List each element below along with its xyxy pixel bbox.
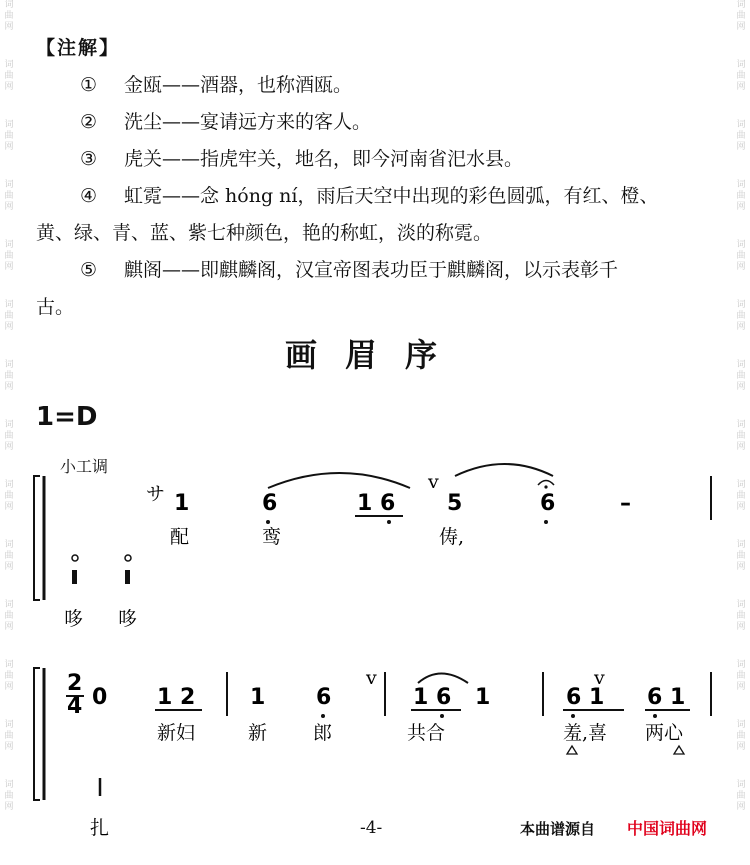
watermark-group: 词 曲 网 <box>4 360 14 392</box>
note-item-3 <box>36 141 726 178</box>
watermark-group: 词 曲 网 <box>4 720 14 752</box>
breath-mark: v <box>428 471 439 493</box>
note: 1 <box>174 491 190 516</box>
watermark-group: 词 曲 网 <box>4 180 14 212</box>
watermark-group: 词 曲 网 <box>4 0 14 32</box>
watermark-group: 词 曲 网 <box>4 300 14 332</box>
accent-mark <box>567 746 577 754</box>
notes-section <box>36 30 726 326</box>
note: 6 <box>540 491 556 516</box>
note-text: 金瓯——酒器，也称酒瓯。 <box>124 74 353 96</box>
watermark-group: 词 曲 网 <box>736 180 746 212</box>
note-item-4-continuation: 黄、绿、青、蓝、紫七种颜色，艳的称虹，淡的称霓。 <box>36 222 493 244</box>
lyric: 配 <box>170 526 190 548</box>
time-signature-bottom: 4 <box>67 694 83 719</box>
lyric: 羞,喜 <box>563 722 608 744</box>
breath-mark: v <box>366 667 377 689</box>
accent-mark <box>674 746 684 754</box>
note-text: 洗尘——宴请远方来的客人。 <box>124 111 372 133</box>
note-number: ④ <box>80 185 98 207</box>
note-item-5-continuation: 古。 <box>36 296 75 318</box>
octave-dot <box>266 520 270 524</box>
percussion-stroke <box>125 570 130 584</box>
notes-heading: 【注解】 <box>36 37 121 59</box>
watermark-group: 词 曲 网 <box>736 300 746 332</box>
note-item-1 <box>36 67 726 104</box>
octave-dot <box>653 714 657 718</box>
octave-dot <box>440 714 444 718</box>
note-item-4 <box>36 178 726 215</box>
percussion-syllable: 哆 <box>118 608 138 630</box>
system-bracket <box>34 476 40 600</box>
watermark-group: 词 曲 网 <box>736 60 746 92</box>
percussion-open-mark <box>125 555 131 561</box>
watermark-group: 词 曲 网 <box>4 120 14 152</box>
breath-mark: v <box>594 667 605 689</box>
time-signature-top: 2 <box>67 671 83 696</box>
lyric: 新妇 <box>157 722 196 744</box>
watermark-right <box>734 0 748 865</box>
watermark-group: 词 曲 网 <box>736 540 746 572</box>
note: 1 <box>250 685 266 710</box>
octave-dot <box>387 520 391 524</box>
note-text: 虹霓——念 hóng ní，雨后天空中出现的彩色圆弧，有红、橙、 <box>124 185 659 207</box>
note-pair: 1 2 <box>157 685 196 710</box>
note-text: 麒阁——即麒麟阁，汉宣帝图表功臣于麒麟阁，以示表彰千 <box>124 259 619 281</box>
note-item-5 <box>36 252 726 289</box>
note-number: ③ <box>80 148 98 170</box>
slur <box>418 674 468 684</box>
note-number: ① <box>80 74 98 96</box>
watermark-group: 词 曲 网 <box>736 240 746 272</box>
watermark-group: 词 曲 网 <box>4 600 14 632</box>
note-pair: 1 6 <box>357 491 396 516</box>
page-number: -4- <box>360 818 383 838</box>
watermark-group: 词 曲 网 <box>4 780 14 812</box>
note-pair: 6 1 <box>647 685 686 710</box>
lyric: 两心 <box>645 722 684 744</box>
octave-dot <box>321 714 325 718</box>
source-site-link[interactable]: 中国词曲网 <box>627 819 708 838</box>
lyric: 共合 <box>407 722 446 744</box>
note: 1 <box>475 685 491 710</box>
rest: 0 <box>92 685 108 710</box>
percussion-stroke <box>72 570 77 584</box>
lyric: 新 <box>248 722 268 744</box>
watermark-group: 词 曲 网 <box>736 360 746 392</box>
lyric: 郎 <box>313 722 333 744</box>
dash: – <box>620 491 631 516</box>
source-label: 本曲谱源自 <box>520 820 596 838</box>
watermark-group: 词 曲 网 <box>736 120 746 152</box>
tune-mode: 小工调 <box>60 457 109 476</box>
watermark-group: 词 曲 网 <box>736 660 746 692</box>
system-bracket <box>34 668 40 800</box>
note-number: ② <box>80 111 98 133</box>
watermark-left <box>2 0 16 865</box>
note-number: ⑤ <box>80 259 98 281</box>
watermark-group: 词 曲 网 <box>4 60 14 92</box>
song-title: 画眉序 <box>284 336 465 374</box>
lyric: 俦, <box>439 526 465 548</box>
watermark-group: 词 曲 网 <box>736 600 746 632</box>
note-pair: 6 1 <box>566 685 605 710</box>
watermark-group: 词 曲 网 <box>736 0 746 32</box>
watermark-group: 词 曲 网 <box>736 720 746 752</box>
watermark-group: 词 曲 网 <box>4 420 14 452</box>
note: 6 <box>262 491 278 516</box>
watermark-group: 词 曲 网 <box>4 540 14 572</box>
slur <box>268 473 410 488</box>
watermark-group: 词 曲 网 <box>4 240 14 272</box>
watermark-group: 词 曲 网 <box>4 660 14 692</box>
percussion-syllable: 哆 <box>64 608 84 630</box>
lyric: 鸾 <box>262 526 282 548</box>
fermata-dot <box>544 485 547 488</box>
watermark-group: 词 曲 网 <box>736 420 746 452</box>
fermata <box>538 481 554 486</box>
octave-dot <box>571 714 575 718</box>
watermark-group: 词 曲 网 <box>736 480 746 512</box>
free-tempo-mark: サ <box>146 483 166 505</box>
note: 5 <box>447 491 463 516</box>
note-item-2 <box>36 104 726 141</box>
watermark-group: 词 曲 网 <box>4 480 14 512</box>
note-text: 虎关——指虎牢关，地名，即今河南省汜水县。 <box>124 148 524 170</box>
key-signature: 1=D <box>36 402 98 432</box>
note-pair: 1 6 <box>413 685 452 710</box>
note: 6 <box>316 685 332 710</box>
percussion-syllable: 扎 <box>90 817 110 839</box>
watermark-group: 词 曲 网 <box>736 780 746 812</box>
percussion-open-mark <box>72 555 78 561</box>
octave-dot <box>544 520 548 524</box>
slur <box>455 464 553 476</box>
